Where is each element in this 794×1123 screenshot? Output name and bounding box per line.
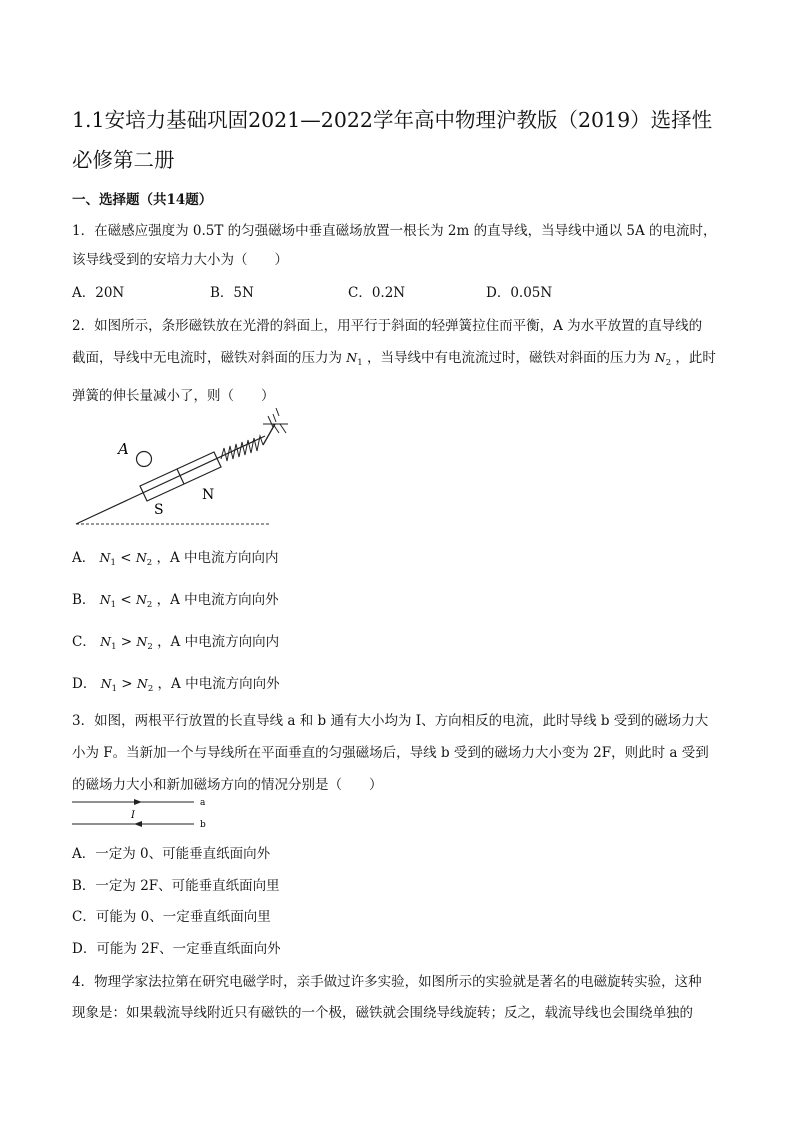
q2-stem-line-3: 弹簧的伸长量减小了，则（ ） [72,388,275,404]
q3-option-d[interactable]: D．可能为 2F、一定垂直纸面向外 [72,941,281,957]
q3-stem-line-2: 小为 F。当新加一个与导线所在平面垂直的匀强磁场后，导线 b 受到的磁场力大小变为 2F，则此时 a 受到 [72,745,709,761]
q3-option-c[interactable]: C．可能为 0、一定垂直纸面向里 [72,909,271,925]
n1-symbol: $N_1$ [99,592,117,610]
q2-stem-line-1: 2．如图所示，条形磁铁放在光滑的斜面上，用平行于斜面的轻弹簧拉住而平衡，A 为水平放置的直导线的 [72,318,703,334]
label-n: N [202,487,215,503]
q2-stem-text-a: 截面，导线中无电流时，磁铁对斜面的压力为 [72,350,342,366]
n2-symbol: $N_2$ [135,550,153,568]
q2-option-c[interactable]: C． $N_1 > N_2$ ，A 中电流方向向内 [72,634,280,652]
incline-surface [76,436,265,524]
q3-stem-line-3: 的磁场力大小和新加磁场方向的情况分别是（ ） [72,777,383,793]
label-wire-a: a [200,798,206,808]
q3-parallel-wires-figure [70,794,220,830]
label-a: A [118,440,129,458]
wire-b-arrow [134,821,142,827]
n1-symbol: $N_1$ [100,634,117,652]
q2-option-d[interactable]: D． $N_1 > N_2$ ，A 中电流方向向外 [72,676,280,694]
n2-symbol: $N_2$ [136,676,154,694]
label-wire-b: b [200,820,206,830]
q3-option-a[interactable]: A．一定为 0、可能垂直纸面向外 [72,846,271,862]
label-s: S [154,502,164,518]
q2-option-a[interactable]: A． $N_1 < N_2$ ，A 中电流方向向内 [72,550,279,568]
q2-magnet-incline-figure [70,408,290,528]
n2-symbol: $N_2$ [654,350,672,368]
n1-symbol: $N_1$ [346,350,363,368]
wire-a-arrow [134,799,142,805]
q2-stem-text-b: ，当导线中有电流流过时，磁铁对斜面的压力为 [366,350,651,366]
n1-symbol: $N_1$ [99,550,116,568]
q4-stem-line-2: 现象是：如果载流导线附近只有磁铁的一个极，磁铁就会围绕导线旋转；反之，载流导线也会围绕单独的 [72,1005,693,1021]
q3-stem-line-1: 3．如图，两根平行放置的长直导线 a 和 b 通有大小均为 I、方向相反的电流，此时导线 b 受到的磁场力大 [72,713,709,729]
section-heading: 一、选择题（共14题） [72,192,213,208]
n1-symbol: $N_1$ [100,676,117,694]
q2-stem-text-c: ，此时 [675,350,716,366]
q4-stem-line-1: 4．物理学家法拉第在研究电磁学时，亲手做过许多实验，如图所示的实验就是著名的电磁旋转实验，这种 [72,974,702,990]
q3-option-b[interactable]: B．一定为 2F、可能垂直纸面向里 [72,878,280,894]
q1-option-a[interactable]: A．20N [72,285,125,301]
document-title: 1.1安培力基础巩固2021—2022学年高中物理沪教版（2019）选择性必修第二册 [72,108,713,172]
q1-stem-line-2: 该导线受到的安培力大小为（ ） [72,252,288,268]
q2-stem-line-2 [72,346,716,366]
n2-symbol: $N_2$ [136,634,153,652]
q2-option-b[interactable]: B． $N_1 < N_2$ ，A 中电流方向向外 [72,592,279,610]
q1-option-c[interactable]: C．0.2N [348,285,406,301]
label-current-i: I [131,810,135,821]
q1-stem-line-1: 1．在磁感应强度为 0.5T 的匀强磁场中垂直磁场放置一根长为 2m 的直导线，当导线中通以 5A 的电流时， [72,223,717,239]
n2-symbol: $N_2$ [135,592,153,610]
wall-support [263,424,275,445]
wire-a-cross-section [137,452,152,467]
q1-option-d[interactable]: D．0.05N [486,285,553,301]
q1-option-b[interactable]: B．5N [210,285,254,301]
